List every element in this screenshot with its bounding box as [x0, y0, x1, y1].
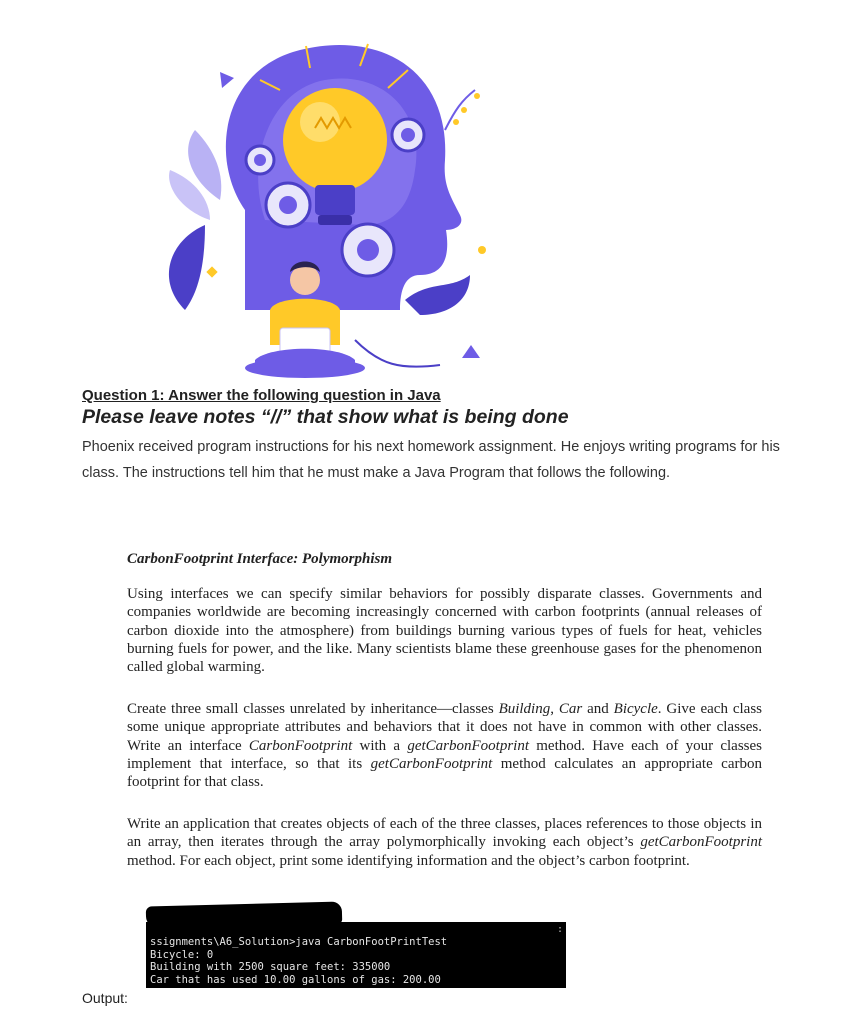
output-label: Output:	[82, 990, 128, 1006]
question-notes: Please leave notes “//” that show what is being done	[82, 406, 569, 428]
excerpt-title: CarbonFootprint Interface: Polymorphism	[127, 551, 393, 567]
excerpt-paragraph-3: Write an application that creates objects of each of the three classes, places references to those objects in an array, then iterates through the array polymorphically invoking each object’s getCarbonFootprint method. For each object, print some identifying information and the object’s carbon footprint.	[127, 816, 762, 869]
console-output	[146, 922, 566, 988]
console-line: Car that has used 10.00 gallons of gas: 200.00	[150, 973, 441, 986]
excerpt-paragraph-1: Using interfaces we can specify similar behaviors for possibly disparate classes. Governments and companies worldwide are becoming increasingly concerned with carbon footprints (annual releases of carbon dioxide into the atmosphere) from buildings burning various types of fuels for heat, vehicles burning fuels for power, and the like. Many scientists blame these greenhouse gases for the phenomenon called global warming.	[127, 586, 762, 676]
excerpt-paragraph-2: Create three small classes unrelated by inheritance—classes Building, Car and Bicycle. Give each class some unique appropriate attributes and behaviors that it does not have in common with other classes. Write an interface CarbonFootprint with a getCarbonFootprint method. Have each of your classes implement that interface, so that its getCarbonFootprint method calculates an appropriate carbon footprint for that class.	[127, 701, 762, 791]
triangle-icon	[220, 72, 234, 88]
console-line: Building with 2500 square feet: 335000	[150, 961, 391, 973]
console-line: ssignments\A6_Solution>java CarbonFootPrintTest	[150, 936, 448, 948]
console-marker: :	[556, 924, 563, 935]
lightbulb-head-illustration	[150, 10, 500, 385]
question-title: Question 1: Answer the following question in Java	[82, 387, 441, 404]
console-line: Bicycle: 0	[150, 948, 214, 961]
question-intro: Phoenix received program instructions for his next homework assignment. He enjoys writing programs for his class. The instructions tell him that he must make a Java Program that follows the following.	[82, 439, 780, 481]
